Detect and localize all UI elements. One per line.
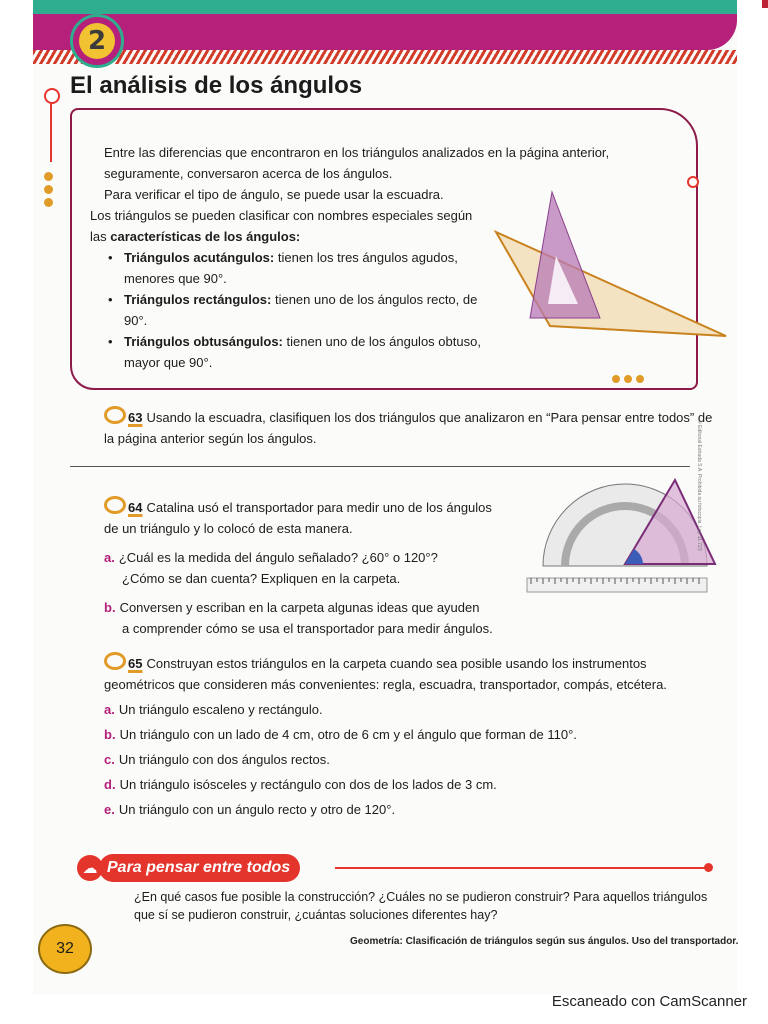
list-item: • Triángulos rectángulos: tienen uno de los ángulos recto, de 90°.	[90, 289, 490, 331]
section-divider	[70, 466, 690, 467]
header-band-magenta	[33, 14, 737, 50]
exercise-64: 64 Catalina usó el transportador para medir uno de los ángulos de un triángulo y lo colocó de esta manera. a. ¿Cuál es la medida del ángulo señalado? ¿60° o 120°? ¿Cómo se dan cuenta? Expliquen en la carpeta. b. Conversen y escriban en la carpeta algunas ideas que ayuden a comprender cómo se usa el transportador para medir ángulos.	[104, 494, 504, 639]
exercise-text: Usando la escuadra, clasifiquen los dos triángulos que analizaron en “Para pensar entre todos” de la página anterior según los ángulos.	[104, 410, 713, 446]
list-item: Un triángulo con un ángulo recto y otro de 120°.	[118, 802, 396, 817]
exercise-number: 63	[128, 410, 143, 425]
title-marker-icon	[44, 88, 60, 104]
ruler	[527, 578, 707, 592]
list-item: Un triángulo isósceles y rectángulo con dos de los lados de 3 cm.	[119, 777, 497, 792]
list-item: Un triángulo escaleno y rectángulo.	[118, 702, 323, 717]
triangle-types-list	[90, 247, 490, 373]
scanner-watermark: Escaneado con CamScanner	[551, 993, 747, 1010]
protractor-illustration	[525, 470, 725, 600]
box-dots-icon	[608, 370, 644, 388]
exercise-63	[104, 404, 714, 449]
para-pensar-label: Para pensar entre todos	[99, 854, 300, 882]
copyright-note: © Editorial Estrada S.A. Prohibida su fotocopia. Ley 11.723	[696, 420, 702, 551]
info-text	[90, 142, 610, 373]
info-paragraph-3: Los triángulos se pueden clasificar con nombres especiales según las características de los ángulos:	[90, 208, 473, 244]
exercise-number: 65	[128, 656, 143, 671]
list-item: • Triángulos acutángulos: tienen los tres ángulos agudos, menores que 90°.	[90, 247, 490, 289]
decor-dots-icon	[44, 172, 53, 211]
side-line	[50, 102, 52, 162]
cloud-icon: ☁	[77, 855, 103, 881]
para-pensar-header	[77, 854, 300, 882]
exercise-icon	[104, 496, 126, 514]
list-item: • Triángulos obtusángulos: tienen uno de los ángulos obtuso, mayor que 90°.	[90, 331, 490, 373]
para-pensar-dot-icon	[704, 863, 713, 872]
unit-number: 2	[79, 23, 115, 59]
exercise-icon	[104, 652, 126, 670]
scan-edge	[762, 0, 768, 8]
info-paragraph-2: Para verificar el tipo de ángulo, se puede usar la escuadra.	[104, 187, 444, 202]
list-item: Un triángulo con dos ángulos rectos.	[118, 752, 330, 767]
exercise-number: 64	[128, 500, 143, 515]
unit-badge	[70, 14, 124, 68]
exercise-icon	[104, 406, 126, 424]
exercise-65: 65 Construyan estos triángulos en la carpeta cuando sea posible usando los instrumentos geométricos que consideren más convenientes: regla, escuadra, transportador, compás, etcétera. a. Un triángulo escaleno y rectángulo. b. Un triángulo con un lado de 4 cm, otro de 6 cm y el ángulo que forman de 110°. c. Un triángulo con dos ángulos rectos. d. Un triángulo isósceles y rectángulo con dos de los lados de 3 cm. e. Un triángulo con un ángulo recto y otro de 120°.	[104, 650, 714, 820]
header-stripes	[33, 50, 737, 64]
closing-question: ¿En qué casos fue posible la construcción? ¿Cuáles no se pudieron construir? Para aquellos triángulos que sí se pudieron construir, ¿cuántas soluciones diferentes hay?	[134, 890, 708, 922]
page-number: 32	[38, 924, 92, 974]
info-paragraph-1: Entre las diferencias que encontraron en los triángulos analizados en la página anterior, seguramente, conversaron acerca de los ángulos.	[104, 145, 610, 181]
set-squares-illustration	[490, 180, 730, 350]
page-title: El análisis de los ángulos	[70, 72, 363, 99]
set-square-obtuse	[496, 232, 726, 336]
list-item: Un triángulo con un lado de 4 cm, otro de 6 cm y el ángulo que forman de 110°.	[119, 727, 577, 742]
footer-topic: Geometría: Clasificación de triángulos según sus ángulos. Uso del transportador.	[350, 936, 739, 947]
exercise-text: Catalina usó el transportador para medir uno de los ángulos de un triángulo y lo colocó de esta manera.	[104, 500, 492, 536]
para-pensar-line	[335, 867, 706, 869]
exercise-text: Construyan estos triángulos en la carpeta cuando sea posible usando los instrumentos geométricos que consideren más convenientes: regla, escuadra, transportador, compás, etcétera.	[104, 656, 667, 692]
